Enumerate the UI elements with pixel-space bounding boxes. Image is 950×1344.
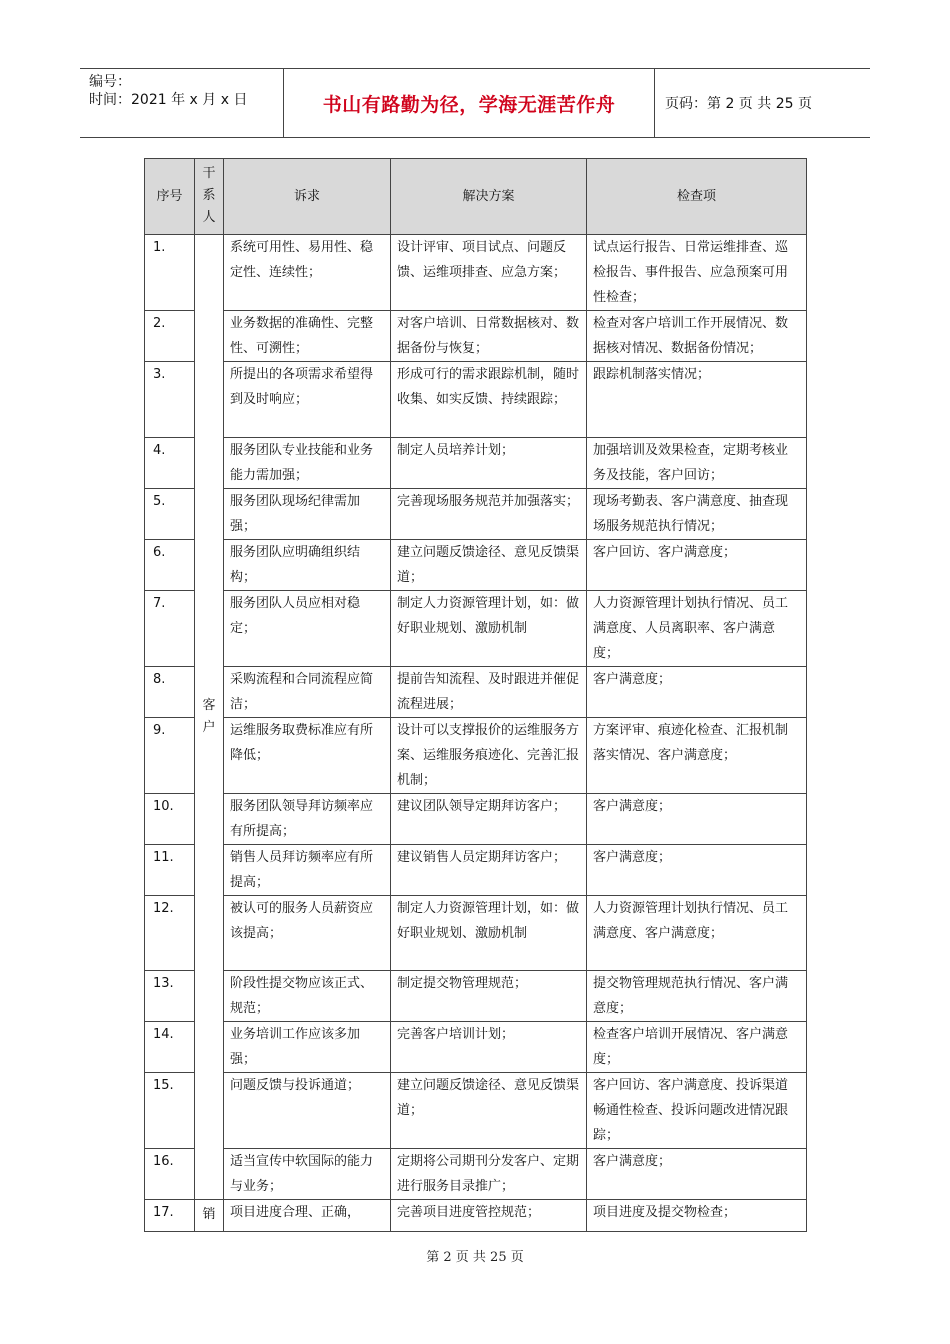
row-check: 客户回访、客户满意度；: [587, 540, 807, 591]
row-seq: 4.: [145, 438, 195, 489]
row-solution: 形成可行的需求跟踪机制，随时收集、如实反馈、持续跟踪；: [391, 362, 587, 438]
row-check: 客户满意度；: [587, 667, 807, 718]
row-solution: 设计评审、项目试点、问题反馈、运维项排查、应急方案；: [391, 235, 587, 311]
row-check: 客户满意度；: [587, 1149, 807, 1200]
row-demand: 服务团队应明确组织结构；: [224, 540, 391, 591]
row-demand: 阶段性提交物应该正式、规范；: [224, 971, 391, 1022]
row-check: 客户满意度；: [587, 845, 807, 896]
row-demand: 业务数据的准确性、完整性、可溯性；: [224, 311, 391, 362]
time-label: 时间：2021 年 x 月 x 日: [89, 92, 248, 108]
page-header: [80, 68, 870, 138]
row-seq: 9.: [145, 718, 195, 794]
table-header-row: [145, 159, 807, 235]
row-solution: 制定人员培养计划；: [391, 438, 587, 489]
header-party: [195, 159, 224, 235]
party-sales-text: 销: [202, 1207, 216, 1222]
row-demand: 被认可的服务人员薪资应该提高；: [224, 896, 391, 971]
row-solution: 制定人力资源管理计划，如：做好职业规划、激励机制: [391, 591, 587, 667]
row-seq: 14.: [145, 1022, 195, 1073]
row-solution: 设计可以支撑报价的运维服务方案、运维服务痕迹化、完善汇报机制；: [391, 718, 587, 794]
row-solution: 制定提交物管理规范；: [391, 971, 587, 1022]
row-solution: 建立问题反馈途径、意见反馈渠道；: [391, 1073, 587, 1149]
row-seq: 2.: [145, 311, 195, 362]
row-solution: 建议团队领导定期拜访客户；: [391, 794, 587, 845]
row-seq: 5.: [145, 489, 195, 540]
table-row: [145, 362, 807, 438]
table-row: [145, 718, 807, 794]
header-seq: 序号: [145, 159, 195, 235]
row-demand: 问题反馈与投诉通道；: [224, 1073, 391, 1149]
header-solution: 解决方案: [391, 159, 587, 235]
table-row: [145, 311, 807, 362]
row-solution: 完善项目进度管控规范；: [391, 1200, 587, 1232]
row-seq: 7.: [145, 591, 195, 667]
row-check: 项目进度及提交物检查；: [587, 1200, 807, 1232]
table-row: [145, 896, 807, 971]
page-footer: 第 2 页 共 25 页: [426, 1250, 524, 1265]
party-customer: [195, 235, 224, 1200]
row-check: 客户回访、客户满意度、投诉渠道畅通性检查、投诉问题改进情况跟踪；: [587, 1073, 807, 1149]
table-row: [145, 591, 807, 667]
row-solution: 定期将公司期刊分发客户、定期进行服务目录推广；: [391, 1149, 587, 1200]
row-check: 提交物管理规范执行情况、客户满意度；: [587, 971, 807, 1022]
row-demand: 系统可用性、易用性、稳定性、连续性；: [224, 235, 391, 311]
row-check: 加强培训及效果检查，定期考核业务及技能，客户回访；: [587, 438, 807, 489]
party-customer-text: 客户: [202, 697, 216, 735]
table-row: [145, 667, 807, 718]
table-row: [145, 1073, 807, 1149]
table-row: [145, 971, 807, 1022]
row-demand: 运维服务取费标准应有所降低；: [224, 718, 391, 794]
row-seq: 11.: [145, 845, 195, 896]
stakeholder-table: [144, 158, 807, 1232]
row-check: 试点运行报告、日常运维排查、巡检报告、事件报告、应急预案可用性检查；: [587, 235, 807, 311]
row-check: 客户满意度；: [587, 794, 807, 845]
row-solution: 建议销售人员定期拜访客户；: [391, 845, 587, 896]
row-demand: 服务团队领导拜访频率应有所提高；: [224, 794, 391, 845]
row-solution: 建立问题反馈途径、意见反馈渠道；: [391, 540, 587, 591]
table-row: [145, 1200, 807, 1232]
table-row: [145, 235, 807, 311]
row-demand: 销售人员拜访频率应有所提高；: [224, 845, 391, 896]
table-row: [145, 794, 807, 845]
header-meta: [80, 69, 283, 137]
row-demand: 适当宣传中软国际的能力与业务；: [224, 1149, 391, 1200]
row-solution: 对客户培训、日常数据核对、数据备份与恢复；: [391, 311, 587, 362]
table-row: [145, 438, 807, 489]
row-solution: 提前告知流程、及时跟进并催促流程进展；: [391, 667, 587, 718]
table-row: [145, 1149, 807, 1200]
row-seq: 13.: [145, 971, 195, 1022]
table-row: [145, 1022, 807, 1073]
number-label: 编号：: [89, 74, 131, 90]
row-check: 检查客户培训开展情况、客户满意度；: [587, 1022, 807, 1073]
header-motto: 书山有路勤为径，学海无涯苦作舟: [322, 93, 616, 116]
row-demand: 服务团队现场纪律需加强；: [224, 489, 391, 540]
table-row: [145, 540, 807, 591]
header-check: 检查项: [587, 159, 807, 235]
row-solution: 完善客户培训计划；: [391, 1022, 587, 1073]
row-seq: 12.: [145, 896, 195, 971]
row-seq: 10.: [145, 794, 195, 845]
header-divider: [654, 69, 655, 137]
header-page-info: 页码：第 2 页 共 25 页: [665, 96, 812, 112]
row-check: 人力资源管理计划执行情况、员工满意度、人员离职率、客户满意度；: [587, 591, 807, 667]
row-check: 检查对客户培训工作开展情况、数据核对情况、数据备份情况；: [587, 311, 807, 362]
party-sales: [195, 1200, 224, 1232]
row-demand: 服务团队专业技能和业务能力需加强；: [224, 438, 391, 489]
header-demand: 诉求: [224, 159, 391, 235]
row-demand: 所提出的各项需求希望得到及时响应；: [224, 362, 391, 438]
row-seq: 3.: [145, 362, 195, 438]
row-check: 现场考勤表、客户满意度、抽查现场服务规范执行情况；: [587, 489, 807, 540]
row-check: 跟踪机制落实情况；: [587, 362, 807, 438]
table-row: [145, 845, 807, 896]
row-demand: 项目进度合理、正确，: [224, 1200, 391, 1232]
row-check: 方案评审、痕迹化检查、汇报机制落实情况、客户满意度；: [587, 718, 807, 794]
row-seq: 16.: [145, 1149, 195, 1200]
row-seq: 6.: [145, 540, 195, 591]
row-solution: 完善现场服务规范并加强落实；: [391, 489, 587, 540]
row-demand: 业务培训工作应该多加强；: [224, 1022, 391, 1073]
row-check: 人力资源管理计划执行情况、员工满意度、客户满意度；: [587, 896, 807, 971]
table-row: [145, 489, 807, 540]
row-seq: 1.: [145, 235, 195, 311]
row-seq: 17.: [145, 1200, 195, 1232]
row-seq: 8.: [145, 667, 195, 718]
row-seq: 15.: [145, 1073, 195, 1149]
header-party-text: 干系人: [202, 166, 216, 225]
row-demand: 服务团队人员应相对稳定；: [224, 591, 391, 667]
row-solution: 制定人力资源管理计划，如：做好职业规划、激励机制: [391, 896, 587, 971]
row-demand: 采购流程和合同流程应简洁；: [224, 667, 391, 718]
